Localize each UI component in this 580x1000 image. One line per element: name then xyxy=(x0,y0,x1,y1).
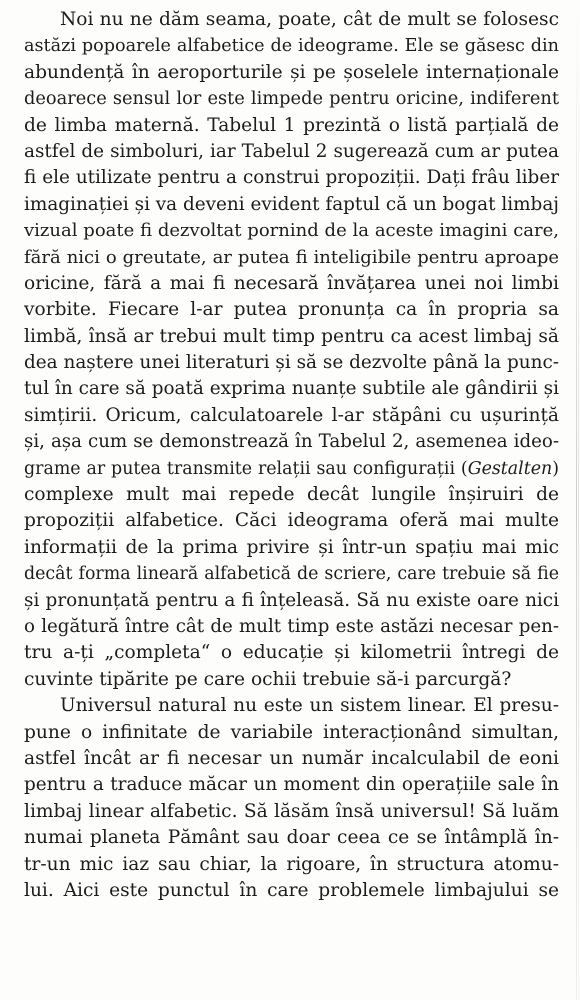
text-line: abundență în aeroporturile și pe șoselele internaționale xyxy=(24,61,559,83)
text-line: limbă, însă ar trebui mult timp pentru ca acest limbaj să xyxy=(24,325,559,347)
text-line: numai planeta Pământ sau doar ceea ce se întâmplă în- xyxy=(24,827,559,849)
paragraph-2 xyxy=(24,693,559,904)
text-line: de limba maternă. Tabelul 1 prezintă o listă parțială de xyxy=(24,114,559,136)
text-line: lui. Aici este punctul în care problemele limbajului se xyxy=(24,879,559,901)
text-line: cuvinte tipărite pe care ochii trebuie să-i parcurgă? xyxy=(24,668,512,690)
text-segment: grame ar putea transmite relații sau configurații ( xyxy=(24,458,468,479)
text-line: tr-un mic iaz sau chiar, la rigoare, în structura atomu- xyxy=(24,853,559,875)
text-line: imaginației și va deveni evident faptul că un bogat limbaj xyxy=(24,193,559,215)
text-line: Noi nu ne dăm seama, poate, cât de mult se folosesc xyxy=(60,9,559,30)
text-line: deoarece sensul lor este limpede pentru oricine, indiferent xyxy=(24,88,559,110)
text-line: tru a-ți „completa“ o educație și kilometrii întregi de xyxy=(24,642,559,664)
text-line: pune o infinitate de variabile interacționând simultan, xyxy=(24,721,559,743)
page-edge-shadow xyxy=(578,0,579,1000)
text-line: informații de la prima privire și într-un spațiu mai mic xyxy=(24,536,559,558)
text-line: și pronunțată pentru a fi înțeleasă. Să nu existe oare nici xyxy=(24,589,559,611)
text-line: și, așa cum se demonstrează în Tabelul 2, asemenea ideo- xyxy=(24,431,559,453)
text-line: o legătură între cât de mult timp este astăzi necesar pen- xyxy=(24,615,559,637)
body-text xyxy=(24,7,559,904)
text-line-with-italic xyxy=(24,456,559,482)
text-line: astfel încât ar fi necesar un număr incalculabil de eoni xyxy=(24,747,559,769)
text-line: decât forma lineară alfabetică de scriere, care trebuie să fie xyxy=(24,564,559,585)
paragraph-1 xyxy=(24,7,559,693)
text-line: Universul natural nu este un sistem linear. El presu- xyxy=(60,695,559,717)
text-line: pentru a traduce măcar un moment din operațiile sale în xyxy=(24,774,559,796)
text-line: limbaj linear alfabetic. Să lăsăm însă universul! Să luăm xyxy=(24,800,559,822)
text-line: astăzi popoarele alfabetice de ideograme. Ele se găsesc din xyxy=(24,36,559,57)
text-line: simțirii. Oricum, calculatoarele l-ar stăpâni cu ușurință xyxy=(24,404,559,426)
text-line: vizual poate fi dezvoltat pornind de la aceste imagini care, xyxy=(24,220,559,242)
text-line: oricine, fără a mai fi necesară învățarea unei noi limbi xyxy=(24,272,559,294)
text-line: fără nici o greutate, ar putea fi inteligibile pentru aproape xyxy=(24,246,559,268)
page-edge-shadow xyxy=(576,0,577,1000)
text-line: propoziții alfabetice. Căci ideograma oferă mai multe xyxy=(24,510,559,532)
text-line: fi ele utilizate pentru a construi propoziții. Dați frâu liber xyxy=(24,167,559,189)
text-line: dea naștere unei literaturi și să se dezvolte până la punc- xyxy=(24,352,559,374)
text-line: astfel de simboluri, iar Tabelul 2 sugerează cum ar putea xyxy=(24,140,559,162)
text-line: tul în care să poată exprima nuanțe subtile ale gândirii și xyxy=(24,378,559,400)
italic-term: Gestalten xyxy=(467,458,553,479)
text-line: complexe mult mai repede decât lungile înșiruiri de xyxy=(24,484,559,506)
text-line: vorbite. Fiecare l-ar putea pronunța ca în propria sa xyxy=(24,299,559,321)
text-segment: ) xyxy=(552,458,559,479)
